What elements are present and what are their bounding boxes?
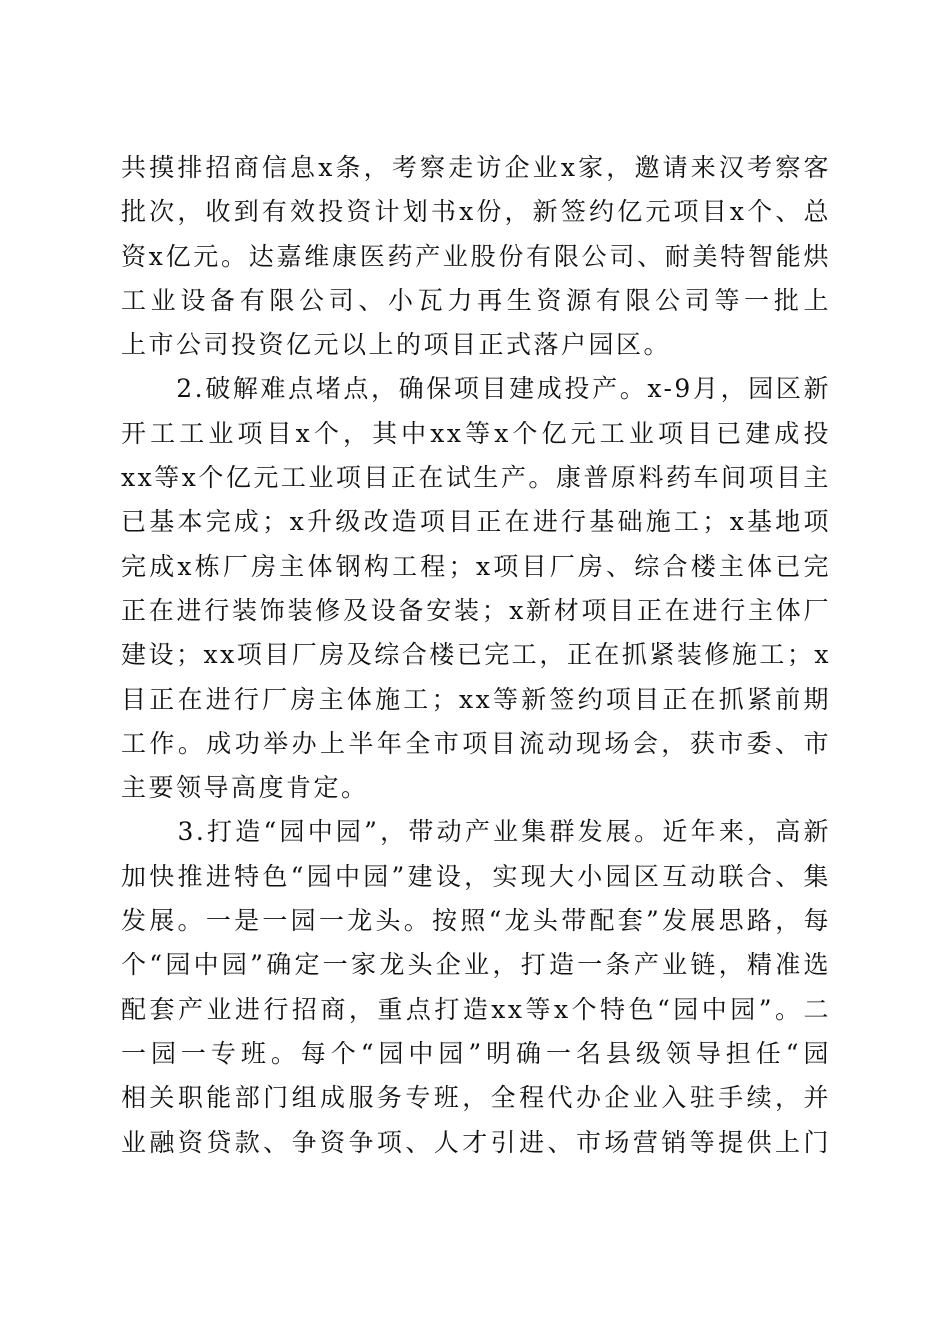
document-body [121, 146, 831, 1165]
text-line: 2.破解难点堵点，确保项目建成投产。x-9月，园区新 [176, 374, 831, 404]
text-line: 工业设备有限公司、小瓦力再生资源有限公司等一批上 [121, 285, 831, 315]
text-line: 配套产业进行招商，重点打造xx等x个特色“园中园”。二 [121, 994, 831, 1024]
text-line: 主要领导高度肯定。 [121, 773, 369, 803]
paragraph-3 [121, 810, 831, 1164]
text-line: 业融资贷款、争资争项、人才引进、市场营销等提供上门 [121, 1127, 831, 1157]
text-line: 批次，收到有效投资计划书x份，新签约亿元项目x个、总 [121, 197, 831, 227]
text-line: 相关职能部门组成服务专班，全程代办企业入驻手续，并 [121, 1083, 831, 1113]
text-line: 建设；xx项目厂房及综合楼已完工，正在抓紧装修施工；x [121, 640, 831, 670]
text-line: 发展。一是一园一龙头。按照“龙头带配套”发展思路，每 [121, 906, 831, 936]
text-line: 工作。成功举办上半年全市项目流动现场会，获市委、市 [121, 728, 831, 758]
text-line: 正在进行装饰装修及设备安装；x新材项目正在进行主体厂 [121, 595, 831, 625]
text-line: 完成x栋厂房主体钢构工程；x项目厂房、综合楼主体已完 [121, 551, 831, 581]
text-line: 加快推进特色“园中园”建设，实现大小园区互动联合、集 [121, 861, 831, 891]
text-line: 个“园中园”确定一家龙头企业，打造一条产业链，精准选 [121, 950, 831, 980]
paragraph-1 [121, 146, 831, 367]
text-line: 上市公司投资亿元以上的项目正式落户园区。 [121, 330, 672, 360]
text-line: 目正在进行厂房主体施工；xx等新签约项目正在抓紧前期 [121, 684, 831, 714]
text-line: xx等x个亿元工业项目正在试生产。康普原料药车间项目主 [121, 463, 831, 493]
text-line: 开工工业项目x个，其中xx等x个亿元工业项目已建成投 [121, 418, 831, 448]
paragraph-2 [121, 367, 831, 810]
text-line: 资x亿元。达嘉维康医药产业股份有限公司、耐美特智能烘 [121, 241, 831, 271]
text-line: 共摸排招商信息x条，考察走访企业x家，邀请来汉考察客 [121, 153, 831, 182]
text-line: 一园一专班。每个“园中园”明确一名县级领导担任“园 [121, 1038, 831, 1068]
text-line: 3.打造“园中园”，带动产业集群发展。近年来，高新 [177, 817, 831, 847]
text-line: 已基本完成；x升级改造项目正在进行基础施工；x基地项 [121, 507, 831, 537]
